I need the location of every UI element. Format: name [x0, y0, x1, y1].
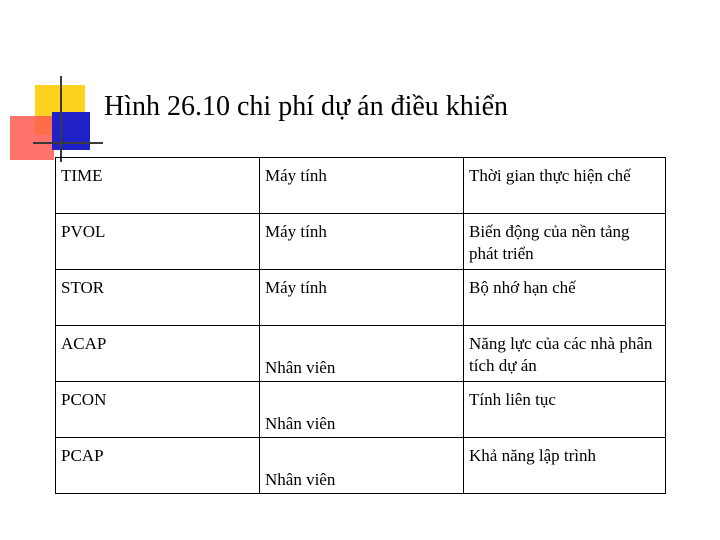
code-cell: PCAP — [56, 438, 260, 494]
decor-horizontal-line — [33, 142, 103, 144]
description-cell: Thời gian thực hiện chế — [464, 158, 666, 214]
resource-text: Nhân viên — [265, 470, 336, 489]
description-cell: Khả năng lập trình — [464, 438, 666, 494]
resource-cell: Máy tính — [260, 270, 464, 326]
table-row — [56, 438, 666, 494]
code-cell: TIME — [56, 158, 260, 214]
description-cell: Biến động của nền tảng phát triển — [464, 214, 666, 270]
table-row — [56, 158, 666, 214]
code-cell: ACAP — [56, 326, 260, 382]
code-cell: PVOL — [56, 214, 260, 270]
resource-cell: Máy tính — [260, 214, 464, 270]
table-row — [56, 382, 666, 438]
resource-cell — [260, 326, 464, 382]
description-cell: Năng lực của các nhà phân tích dự án — [464, 326, 666, 382]
table-row — [56, 214, 666, 270]
table-row — [56, 270, 666, 326]
cost-driver-table — [55, 157, 666, 494]
decor-vertical-line — [60, 76, 62, 162]
decor-red-square — [10, 116, 54, 160]
code-cell: PCON — [56, 382, 260, 438]
resource-cell — [260, 382, 464, 438]
resource-text: Nhân viên — [265, 414, 336, 433]
code-cell: STOR — [56, 270, 260, 326]
slide-title: Hình 26.10 chi phí dự án điều khiển — [104, 91, 509, 122]
table-row — [56, 326, 666, 382]
resource-cell: Máy tính — [260, 158, 464, 214]
decor-blue-square — [52, 112, 90, 150]
resource-text: Nhân viên — [265, 358, 336, 377]
resource-cell — [260, 438, 464, 494]
description-cell: Tính liên tục — [464, 382, 666, 438]
description-cell: Bộ nhớ hạn chế — [464, 270, 666, 326]
